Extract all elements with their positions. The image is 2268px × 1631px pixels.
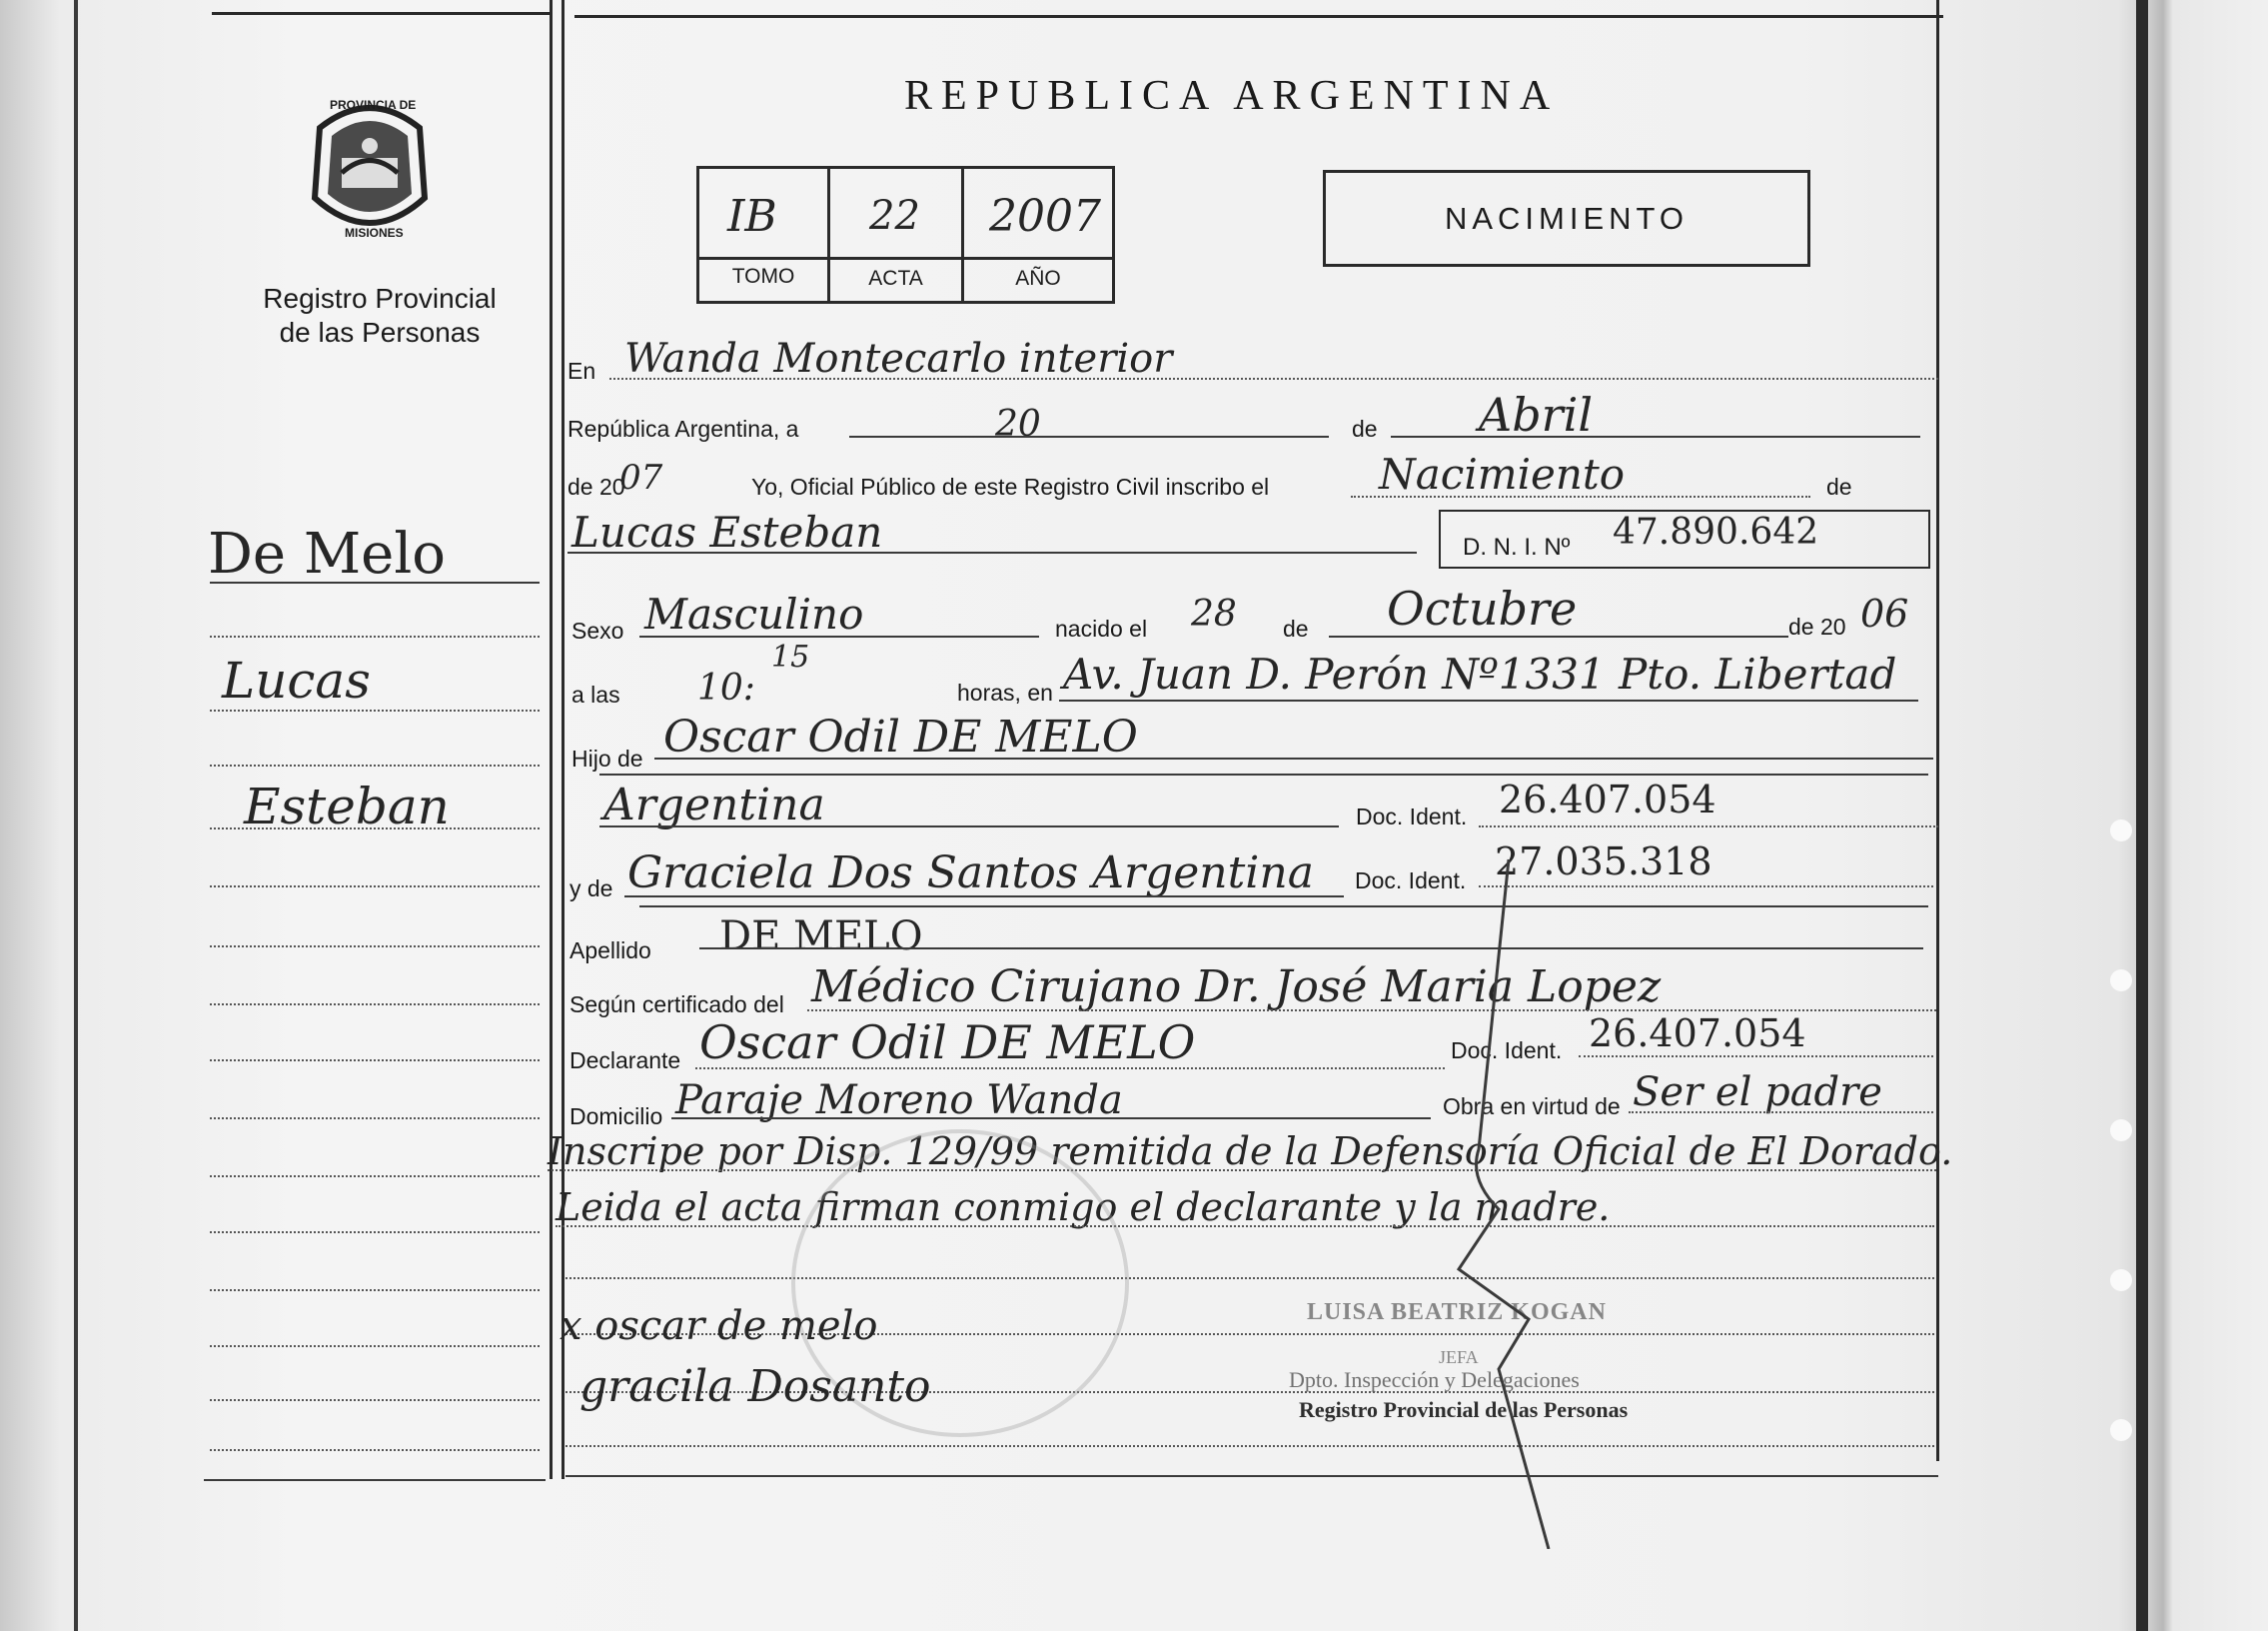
margin-line-12 — [210, 1231, 540, 1233]
top-rule-left — [212, 12, 552, 15]
note-line1-rule — [548, 1169, 1936, 1171]
top-rule-right — [574, 15, 1943, 18]
anio-label: AÑO — [1015, 267, 1061, 290]
doc-label-3: Doc. Ident. — [1451, 1037, 1563, 1063]
de-label-2: de — [1826, 474, 1852, 500]
father-line-2 — [599, 774, 1928, 776]
margin-line-9 — [210, 1059, 540, 1061]
inscribe-value: Nacimiento — [1379, 450, 1626, 499]
signature-1: x oscar de melo — [560, 1303, 878, 1349]
record-table — [696, 166, 1115, 304]
tomo-label: TOMO — [731, 265, 795, 288]
birth-month-line — [1329, 636, 1788, 638]
dni-value: 47.890.642 — [1613, 512, 1819, 553]
signature-2: gracila Dosanto — [579, 1361, 931, 1412]
father-nationality: Argentina — [603, 780, 825, 830]
record-table-divider — [699, 257, 1112, 260]
official-stamp-name: LUISA BEATRIZ KOGAN — [1307, 1299, 1607, 1325]
margin-line-1 — [210, 582, 540, 584]
mother-line — [624, 895, 1344, 897]
person-value: Lucas Esteban — [571, 508, 883, 557]
margin-line-2 — [210, 636, 540, 638]
dni-label: D. N. I. Nº — [1463, 534, 1571, 561]
country-title: REPUBLICA ARGENTINA — [904, 73, 1560, 119]
de-label-3: de — [1283, 616, 1309, 642]
margin-line-15 — [210, 1399, 540, 1401]
nationality-line — [599, 825, 1339, 827]
declarante-value: Oscar Odil DE MELO — [699, 1015, 1196, 1069]
obra-label: Obra en virtud de — [1443, 1093, 1621, 1119]
obra-value: Ser el padre — [1633, 1069, 1882, 1115]
act-type: NACIMIENTO — [1444, 201, 1690, 236]
obra-line — [1629, 1111, 1933, 1113]
yo-text: Yo, Oficial Público de este Registro Civil inscribo el — [751, 474, 1270, 500]
declarante-label: Declarante — [569, 1047, 681, 1073]
margin-line-13 — [210, 1289, 540, 1291]
mother-doc: 27.035.318 — [1495, 839, 1712, 883]
margin-name2: Esteban — [244, 778, 450, 835]
binder-strip — [2136, 0, 2148, 1631]
registry-name — [240, 282, 520, 350]
father-value: Oscar Odil DE MELO — [663, 712, 1138, 763]
binder-hole — [2110, 819, 2132, 841]
dni-box — [1439, 510, 1930, 569]
margin-line-5 — [210, 827, 540, 829]
place-line — [1059, 700, 1918, 702]
margin-divider-2 — [562, 0, 565, 1479]
seal-top-text: PROVINCIA DE — [330, 98, 417, 112]
father-doc-line — [1479, 825, 1938, 827]
form-right-border — [1936, 0, 1939, 1461]
margin-line-16 — [210, 1449, 540, 1451]
birth-month: Octubre — [1387, 582, 1578, 636]
birth-day: 28 — [1191, 594, 1237, 635]
margin-line-4 — [210, 765, 540, 767]
a-las-label: a las — [571, 682, 620, 708]
segun-label: Según certificado del — [569, 991, 784, 1017]
official-stamp-title: JEFA — [1439, 1347, 1479, 1367]
apellido-label: Apellido — [569, 937, 651, 963]
binder-hole — [2110, 1119, 2132, 1141]
birth-year-prefix: de 20 — [1788, 614, 1846, 640]
place-value: Av. Juan D. Perón Nº1331 Pto. Libertad — [1063, 650, 1897, 699]
act-type-box — [1323, 170, 1810, 267]
form-bottom-rule — [566, 1475, 1938, 1477]
margin-line-3 — [210, 710, 540, 712]
official-stamp-registry: Registro Provincial de las Personas — [1299, 1397, 1629, 1422]
binder-hole — [2110, 969, 2132, 991]
month-value: Abril — [1479, 388, 1594, 442]
y-de-label: y de — [569, 875, 613, 901]
father-line — [654, 758, 1933, 760]
tomo-value: IB — [727, 191, 777, 242]
sexo-line — [639, 636, 1039, 638]
minute-value: 15 — [771, 640, 810, 675]
registry-line2: de las Personas — [279, 317, 481, 348]
sexo-label: Sexo — [571, 618, 624, 644]
year-suffix: 07 — [619, 458, 663, 498]
en-label: En — [567, 358, 596, 384]
birth-year-suffix: 06 — [1860, 592, 1909, 636]
mother-line-2 — [639, 905, 1928, 907]
margin-line-10 — [210, 1117, 540, 1119]
horas-label: horas, en — [957, 680, 1053, 706]
person-line — [567, 552, 1417, 554]
blank-line-1 — [566, 1277, 1934, 1279]
declarante-line — [695, 1067, 1445, 1069]
domicilio-line — [671, 1117, 1431, 1119]
doc-label-1: Doc. Ident. — [1356, 804, 1468, 829]
official-signature-scribble — [1439, 849, 1599, 1549]
registry-line1: Registro Provincial — [263, 283, 497, 314]
year-prefix: de 20 — [567, 474, 625, 500]
en-value: Wanda Montecarlo interior — [624, 336, 1173, 382]
binder-hole — [2110, 1419, 2132, 1441]
declarante-doc: 26.407.054 — [1589, 1011, 1806, 1055]
sexo-value: Masculino — [644, 590, 864, 639]
republica-label: República Argentina, a — [567, 416, 799, 442]
margin-surname: De Melo — [208, 522, 446, 587]
margin-line-7 — [210, 945, 540, 947]
domicilio-label: Domicilio — [569, 1103, 663, 1129]
en-line — [609, 378, 1938, 380]
domicilio-value: Paraje Moreno Wanda — [675, 1077, 1123, 1123]
note-line2-rule — [556, 1225, 1934, 1227]
certificado-value: Médico Cirujano Dr. José Maria Lopez — [811, 961, 1662, 1012]
father-doc: 26.407.054 — [1499, 778, 1716, 821]
acta-value: 22 — [869, 193, 920, 239]
margin-divider — [550, 0, 553, 1479]
hour-value: 10: — [697, 668, 755, 709]
hijo-label: Hijo de — [571, 746, 643, 772]
official-stamp-dept: Dpto. Inspección y Delegaciones — [1289, 1367, 1580, 1392]
left-page-edge — [74, 0, 78, 1631]
note-line2: Leida el acta firman conmigo el declarante y la madre. — [556, 1185, 1611, 1229]
declarante-doc-line — [1579, 1055, 1933, 1057]
margin-line-bottom — [204, 1479, 546, 1481]
margin-line-14 — [210, 1345, 540, 1347]
day-line — [849, 436, 1329, 438]
binder-hole — [2110, 1269, 2132, 1291]
de-label-1: de — [1352, 416, 1378, 442]
blank-line-4 — [566, 1445, 1934, 1447]
note-line1: Inscripe por Disp. 129/99 remitida de la Defensoría Oficial de El Dorado. — [548, 1129, 1953, 1173]
nacido-label: nacido el — [1055, 616, 1148, 642]
day-value: 20 — [995, 404, 1041, 445]
apellido-value: DE MELO — [719, 913, 923, 959]
apellido-line — [699, 947, 1923, 949]
month-line — [1391, 436, 1920, 438]
doc-label-2: Doc. Ident. — [1355, 867, 1467, 893]
misiones-seal — [300, 98, 440, 248]
seal-bottom-text: MISIONES — [345, 226, 404, 240]
margin-line-8 — [210, 1003, 540, 1005]
mother-value: Graciela Dos Santos Argentina — [627, 847, 1314, 898]
margin-name1: Lucas — [222, 652, 371, 710]
margin-line-11 — [210, 1175, 540, 1177]
margin-line-6 — [210, 885, 540, 887]
inscribe-line — [1351, 496, 1810, 498]
anio-value: 2007 — [989, 191, 1101, 242]
acta-label: ACTA — [868, 267, 923, 290]
